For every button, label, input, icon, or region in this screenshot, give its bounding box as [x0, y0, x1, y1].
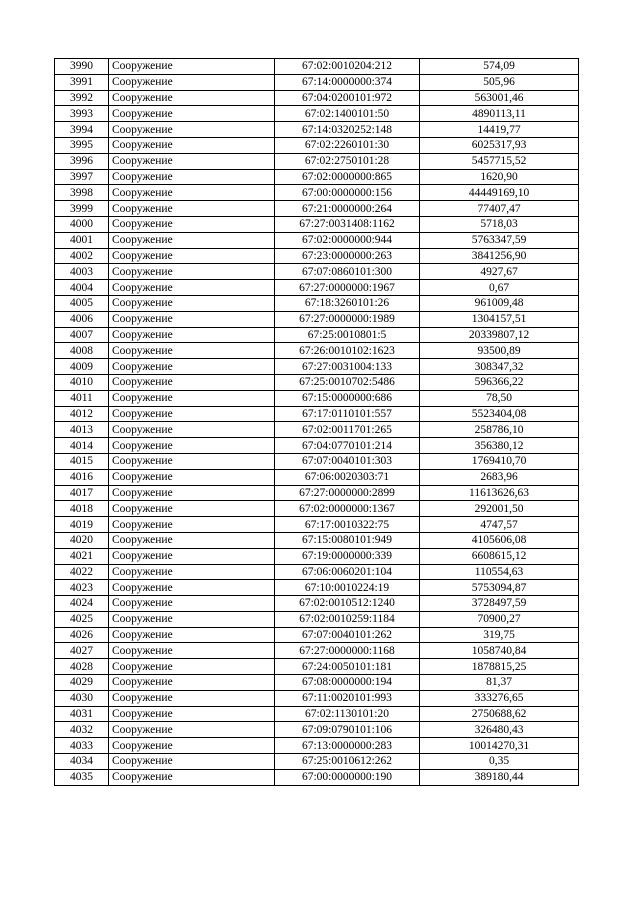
row-number-cell: 4012 [55, 406, 109, 422]
table-row [55, 722, 579, 738]
cadastral-value-cell: 10014270,31 [420, 738, 579, 754]
cadastral-number-cell: 67:02:1400101:50 [275, 106, 420, 122]
object-type-cell: Сооружение [109, 548, 275, 564]
row-number-cell: 4003 [55, 264, 109, 280]
cadastral-number-cell: 67:00:0000000:190 [275, 769, 420, 785]
cadastral-value-cell: 14419,77 [420, 122, 579, 138]
row-number-cell: 4017 [55, 485, 109, 501]
row-number-cell: 4021 [55, 548, 109, 564]
table-row [55, 580, 579, 596]
object-type-cell: Сооружение [109, 406, 275, 422]
cadastral-number-cell: 67:19:0000000:339 [275, 548, 420, 564]
cadastral-number-cell: 67:07:0040101:262 [275, 627, 420, 643]
cadastral-value-cell: 5523404,08 [420, 406, 579, 422]
table-row [55, 501, 579, 517]
object-type-cell: Сооружение [109, 295, 275, 311]
cadastral-number-cell: 67:02:0010204:212 [275, 59, 420, 75]
row-number-cell: 4028 [55, 659, 109, 675]
object-type-cell: Сооружение [109, 185, 275, 201]
cadastral-number-cell: 67:27:0000000:1989 [275, 311, 420, 327]
row-number-cell: 4031 [55, 706, 109, 722]
cadastral-number-cell: 67:27:0000000:1168 [275, 643, 420, 659]
table-row [55, 675, 579, 691]
cadastral-value-cell: 292001,50 [420, 501, 579, 517]
cadastral-number-cell: 67:21:0000000:264 [275, 201, 420, 217]
row-number-cell: 4004 [55, 280, 109, 296]
cadastral-number-cell: 67:02:0000000:944 [275, 232, 420, 248]
table-row [55, 295, 579, 311]
object-type-cell: Сооружение [109, 485, 275, 501]
table-row [55, 754, 579, 770]
object-type-cell: Сооружение [109, 343, 275, 359]
row-number-cell: 4014 [55, 438, 109, 454]
object-type-cell: Сооружение [109, 264, 275, 280]
table-row [55, 769, 579, 785]
row-number-cell: 4034 [55, 754, 109, 770]
object-type-cell: Сооружение [109, 643, 275, 659]
row-number-cell: 4006 [55, 311, 109, 327]
table-row [55, 201, 579, 217]
object-type-cell: Сооружение [109, 137, 275, 153]
object-type-cell: Сооружение [109, 659, 275, 675]
cadastral-number-cell: 67:02:0011701:265 [275, 422, 420, 438]
cadastral-value-cell: 4890113,11 [420, 106, 579, 122]
table-row [55, 185, 579, 201]
row-number-cell: 4022 [55, 564, 109, 580]
object-type-cell: Сооружение [109, 706, 275, 722]
row-number-cell: 4007 [55, 327, 109, 343]
row-number-cell: 4010 [55, 374, 109, 390]
row-number-cell: 4026 [55, 627, 109, 643]
cadastral-value-cell: 0,35 [420, 754, 579, 770]
object-type-cell: Сооружение [109, 532, 275, 548]
row-number-cell: 4027 [55, 643, 109, 659]
cadastral-value-cell: 574,09 [420, 59, 579, 75]
table-row [55, 90, 579, 106]
cadastral-number-cell: 67:25:0010612:262 [275, 754, 420, 770]
table-row [55, 406, 579, 422]
row-number-cell: 4018 [55, 501, 109, 517]
cadastral-value-cell: 5718,03 [420, 216, 579, 232]
object-type-cell: Сооружение [109, 769, 275, 785]
object-type-cell: Сооружение [109, 374, 275, 390]
table-row [55, 327, 579, 343]
table-row [55, 517, 579, 533]
table-row [55, 596, 579, 612]
table-row [55, 706, 579, 722]
object-type-cell: Сооружение [109, 327, 275, 343]
row-number-cell: 4016 [55, 469, 109, 485]
cadastral-value-cell: 110554,63 [420, 564, 579, 580]
table-row [55, 738, 579, 754]
object-type-cell: Сооружение [109, 422, 275, 438]
cadastral-number-cell: 67:27:0031004:133 [275, 359, 420, 375]
table-row [55, 485, 579, 501]
cadastral-number-cell: 67:27:0000000:2899 [275, 485, 420, 501]
row-number-cell: 4002 [55, 248, 109, 264]
row-number-cell: 4005 [55, 295, 109, 311]
table-row [55, 343, 579, 359]
cadastral-number-cell: 67:17:0010322:75 [275, 517, 420, 533]
cadastral-number-cell: 67:02:2750101:28 [275, 153, 420, 169]
row-number-cell: 4023 [55, 580, 109, 596]
cadastral-number-cell: 67:04:0770101:214 [275, 438, 420, 454]
cadastral-number-cell: 67:02:2260101:30 [275, 137, 420, 153]
cadastral-value-cell: 44449169,10 [420, 185, 579, 201]
object-type-cell: Сооружение [109, 122, 275, 138]
cadastral-value-cell: 596366,22 [420, 374, 579, 390]
cadastral-number-cell: 67:14:0320252:148 [275, 122, 420, 138]
object-type-cell: Сооружение [109, 517, 275, 533]
cadastral-number-cell: 67:02:1130101:20 [275, 706, 420, 722]
table-row [55, 59, 579, 75]
object-type-cell: Сооружение [109, 754, 275, 770]
cadastral-number-cell: 67:23:0000000:263 [275, 248, 420, 264]
cadastral-number-cell: 67:26:0010102:1623 [275, 343, 420, 359]
row-number-cell: 4029 [55, 675, 109, 691]
cadastral-value-cell: 2750688,62 [420, 706, 579, 722]
cadastral-value-cell: 389180,44 [420, 769, 579, 785]
cadastral-value-cell: 4105606,08 [420, 532, 579, 548]
object-type-cell: Сооружение [109, 438, 275, 454]
row-number-cell: 4019 [55, 517, 109, 533]
table-row [55, 532, 579, 548]
registry-table-body [55, 59, 579, 786]
cadastral-value-cell: 93500,89 [420, 343, 579, 359]
table-row [55, 153, 579, 169]
row-number-cell: 4011 [55, 390, 109, 406]
row-number-cell: 3992 [55, 90, 109, 106]
cadastral-number-cell: 67:04:0200101:972 [275, 90, 420, 106]
cadastral-number-cell: 67:15:0080101:949 [275, 532, 420, 548]
cadastral-value-cell: 20339807,12 [420, 327, 579, 343]
object-type-cell: Сооружение [109, 469, 275, 485]
cadastral-number-cell: 67:08:0000000:194 [275, 675, 420, 691]
cadastral-number-cell: 67:11:0020101:993 [275, 690, 420, 706]
row-number-cell: 4008 [55, 343, 109, 359]
table-row [55, 122, 579, 138]
row-number-cell: 4024 [55, 596, 109, 612]
cadastral-number-cell: 67:25:0010702:5486 [275, 374, 420, 390]
cadastral-value-cell: 333276,65 [420, 690, 579, 706]
table-row [55, 422, 579, 438]
object-type-cell: Сооружение [109, 232, 275, 248]
cadastral-number-cell: 67:06:0060201:104 [275, 564, 420, 580]
object-type-cell: Сооружение [109, 248, 275, 264]
cadastral-value-cell: 1769410,70 [420, 453, 579, 469]
table-row [55, 169, 579, 185]
cadastral-value-cell: 563001,46 [420, 90, 579, 106]
table-row [55, 137, 579, 153]
object-type-cell: Сооружение [109, 453, 275, 469]
table-row [55, 564, 579, 580]
table-row [55, 469, 579, 485]
cadastral-value-cell: 0,67 [420, 280, 579, 296]
row-number-cell: 3995 [55, 137, 109, 153]
cadastral-value-cell: 308347,32 [420, 359, 579, 375]
row-number-cell: 4035 [55, 769, 109, 785]
object-type-cell: Сооружение [109, 675, 275, 691]
cadastral-number-cell: 67:00:0000000:156 [275, 185, 420, 201]
object-type-cell: Сооружение [109, 311, 275, 327]
cadastral-value-cell: 961009,48 [420, 295, 579, 311]
table-row [55, 627, 579, 643]
cadastral-number-cell: 67:06:0020303:71 [275, 469, 420, 485]
table-row [55, 548, 579, 564]
cadastral-value-cell: 2683,96 [420, 469, 579, 485]
cadastral-value-cell: 1304157,51 [420, 311, 579, 327]
table-row [55, 264, 579, 280]
row-number-cell: 3999 [55, 201, 109, 217]
cadastral-value-cell: 5457715,52 [420, 153, 579, 169]
cadastral-number-cell: 67:07:0860101:300 [275, 264, 420, 280]
object-type-cell: Сооружение [109, 390, 275, 406]
table-row [55, 438, 579, 454]
cadastral-value-cell: 4747,57 [420, 517, 579, 533]
cadastral-value-cell: 326480,43 [420, 722, 579, 738]
cadastral-number-cell: 67:18:3260101:26 [275, 295, 420, 311]
row-number-cell: 4001 [55, 232, 109, 248]
row-number-cell: 4032 [55, 722, 109, 738]
cadastral-value-cell: 1620,90 [420, 169, 579, 185]
table-row [55, 280, 579, 296]
table-row [55, 232, 579, 248]
object-type-cell: Сооружение [109, 153, 275, 169]
cadastral-value-cell: 1878815,25 [420, 659, 579, 675]
cadastral-value-cell: 11613626,63 [420, 485, 579, 501]
cadastral-number-cell: 67:09:0790101:106 [275, 722, 420, 738]
table-row [55, 359, 579, 375]
row-number-cell: 3993 [55, 106, 109, 122]
row-number-cell: 3990 [55, 59, 109, 75]
cadastral-value-cell: 6025317,93 [420, 137, 579, 153]
object-type-cell: Сооружение [109, 90, 275, 106]
cadastral-number-cell: 67:13:0000000:283 [275, 738, 420, 754]
object-type-cell: Сооружение [109, 690, 275, 706]
table-row [55, 659, 579, 675]
cadastral-number-cell: 67:17:0110101:557 [275, 406, 420, 422]
row-number-cell: 4030 [55, 690, 109, 706]
table-row [55, 611, 579, 627]
object-type-cell: Сооружение [109, 201, 275, 217]
registry-table [54, 58, 579, 786]
cadastral-number-cell: 67:02:0010259:1184 [275, 611, 420, 627]
cadastral-number-cell: 67:02:0010512:1240 [275, 596, 420, 612]
cadastral-value-cell: 258786,10 [420, 422, 579, 438]
cadastral-number-cell: 67:02:0000000:1367 [275, 501, 420, 517]
cadastral-number-cell: 67:25:0010801:5 [275, 327, 420, 343]
object-type-cell: Сооружение [109, 738, 275, 754]
cadastral-value-cell: 3728497,59 [420, 596, 579, 612]
cadastral-value-cell: 505,96 [420, 74, 579, 90]
object-type-cell: Сооружение [109, 169, 275, 185]
object-type-cell: Сооружение [109, 359, 275, 375]
cadastral-value-cell: 5763347,59 [420, 232, 579, 248]
row-number-cell: 4020 [55, 532, 109, 548]
cadastral-number-cell: 67:02:0000000:865 [275, 169, 420, 185]
cadastral-value-cell: 70900,27 [420, 611, 579, 627]
object-type-cell: Сооружение [109, 596, 275, 612]
object-type-cell: Сооружение [109, 59, 275, 75]
row-number-cell: 4000 [55, 216, 109, 232]
row-number-cell: 3994 [55, 122, 109, 138]
row-number-cell: 3991 [55, 74, 109, 90]
object-type-cell: Сооружение [109, 280, 275, 296]
object-type-cell: Сооружение [109, 216, 275, 232]
cadastral-value-cell: 4927,67 [420, 264, 579, 280]
table-row [55, 374, 579, 390]
object-type-cell: Сооружение [109, 722, 275, 738]
row-number-cell: 4033 [55, 738, 109, 754]
table-row [55, 74, 579, 90]
row-number-cell: 4015 [55, 453, 109, 469]
cadastral-number-cell: 67:10:0010224:19 [275, 580, 420, 596]
object-type-cell: Сооружение [109, 106, 275, 122]
cadastral-value-cell: 6608615,12 [420, 548, 579, 564]
row-number-cell: 3997 [55, 169, 109, 185]
table-row [55, 311, 579, 327]
object-type-cell: Сооружение [109, 580, 275, 596]
object-type-cell: Сооружение [109, 564, 275, 580]
table-row [55, 390, 579, 406]
cadastral-value-cell: 3841256,90 [420, 248, 579, 264]
cadastral-number-cell: 67:14:0000000:374 [275, 74, 420, 90]
cadastral-value-cell: 81,37 [420, 675, 579, 691]
table-row [55, 453, 579, 469]
cadastral-value-cell: 5753094,87 [420, 580, 579, 596]
object-type-cell: Сооружение [109, 627, 275, 643]
table-row [55, 216, 579, 232]
cadastral-number-cell: 67:27:0031408:1162 [275, 216, 420, 232]
row-number-cell: 3998 [55, 185, 109, 201]
object-type-cell: Сооружение [109, 501, 275, 517]
table-row [55, 690, 579, 706]
cadastral-value-cell: 78,50 [420, 390, 579, 406]
cadastral-value-cell: 319,75 [420, 627, 579, 643]
object-type-cell: Сооружение [109, 611, 275, 627]
cadastral-value-cell: 1058740,84 [420, 643, 579, 659]
row-number-cell: 4013 [55, 422, 109, 438]
row-number-cell: 3996 [55, 153, 109, 169]
object-type-cell: Сооружение [109, 74, 275, 90]
table-row [55, 643, 579, 659]
table-row [55, 106, 579, 122]
cadastral-number-cell: 67:15:0000000:686 [275, 390, 420, 406]
cadastral-value-cell: 77407,47 [420, 201, 579, 217]
cadastral-number-cell: 67:27:0000000:1967 [275, 280, 420, 296]
row-number-cell: 4009 [55, 359, 109, 375]
row-number-cell: 4025 [55, 611, 109, 627]
table-row [55, 248, 579, 264]
cadastral-value-cell: 356380,12 [420, 438, 579, 454]
cadastral-number-cell: 67:07:0040101:303 [275, 453, 420, 469]
cadastral-number-cell: 67:24:0050101:181 [275, 659, 420, 675]
